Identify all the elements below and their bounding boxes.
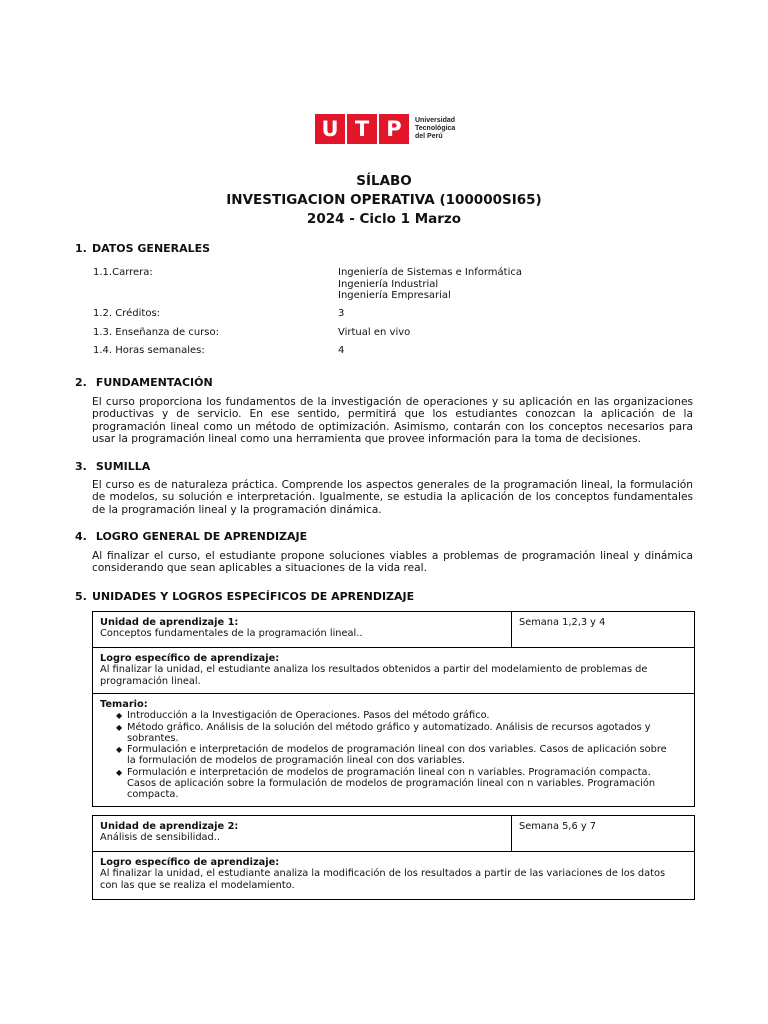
unit-2-logro-cell: Logro específico de aprendizaje: Al finalizar la unidad, el estudiante analiza la modificación de los resultados a partir de las variaciones de los datos con las que se realiza el modelamiento. (93, 852, 694, 899)
unit-1-logro-heading: Logro específico de aprendizaje: (100, 653, 280, 664)
carrera-values: Ingeniería de Sistemas e Informática Ingeniería Industrial Ingeniería Empresarial (338, 267, 522, 301)
title-silabo: SÍLABO (356, 173, 412, 189)
unit-1-temario-cell (93, 694, 694, 806)
title-course: INVESTIGACION OPERATIVA (100000SI65) (226, 192, 542, 208)
unit-2-heading: Unidad de aprendizaje 2: (100, 821, 239, 832)
unit-1-temario-list (100, 710, 687, 800)
section-heading-unidades: 5. UNIDADES Y LOGROS ESPECÍFICOS DE APRENDIZAJE (75, 590, 415, 603)
list-item: ◆ Formulación e interpretación de modelos de programación lineal con dos variables. Casos de aplicación sobre la formulación de modelos de programación lineal con dos variables. (116, 744, 667, 767)
bullet-icon: ◆ (116, 711, 123, 721)
logo-letter-p: P (379, 114, 409, 144)
unit-1-header-row (93, 612, 694, 648)
unit-1-weeks: Semana 1,2,3 y 4 (519, 617, 606, 628)
section-heading-fundamentacion: 2. FUNDAMENTACIÓN (75, 376, 213, 389)
unit-1-logro-cell: Logro específico de aprendizaje: Al finalizar la unidad, el estudiante analiza los resultados obtenidos a partir del modelamiento de problemas de programación lineal. (93, 648, 694, 694)
ensenanza-value: Virtual en vivo (338, 327, 411, 338)
unit-2-name: Análisis de sensibilidad.. (100, 832, 220, 844)
unit-2-title-cell (93, 816, 512, 851)
unit-1-name: Conceptos fundamentales de la programación lineal.. (100, 628, 363, 640)
unit-2-logro-heading: Logro específico de aprendizaje: (100, 857, 280, 868)
unit-2-table (92, 815, 695, 900)
bullet-icon: ◆ (116, 722, 123, 732)
horas-value: 4 (338, 345, 345, 356)
logo-letter-u: U (315, 114, 345, 144)
carrera-label: 1.1.Carrera: (93, 267, 153, 278)
bullet-icon: ◆ (116, 767, 123, 777)
title-cycle: 2024 - Ciclo 1 Marzo (306, 211, 462, 227)
sumilla-text: El curso es de naturaleza práctica. Comprende los aspectos generales de la programación lineal, la formulación de modelos, su solución e interpretación. Igualmente, se estudia la aplicación de los conceptos fundamentales de la programación lineal y la programación dinámica. (92, 479, 693, 516)
document-title (0, 172, 768, 229)
list-item: ◆ Introducción a la Investigación de Operaciones. Pasos del método gráfico. (116, 710, 490, 722)
list-item: ◆ Método gráfico. Análisis de la solución del método gráfico y automatizado. Análisis de recursos agotados y sobrantes. (116, 721, 651, 744)
unit-2-header-row (93, 816, 694, 852)
unit-2-weeks: Semana 5,6 y 7 (519, 821, 596, 832)
logro-general-text: Al finalizar el curso, el estudiante propone soluciones viables a problemas de programación lineal y dinámica considerando que sean aplicables a situaciones de la vida real. (92, 550, 693, 575)
fundamentacion-text: El curso proporciona los fundamentos de la investigación de operaciones y su aplicación en las organizaciones productivas y de servicio. En ese sentido, permitirá que los estudiantes conozcan la aplicación de la programación lineal como un método de optimización. Asimismo, contarán con los conceptos necesarios para usar la programación lineal como una herramienta que provee información para la toma de decisiones. (92, 396, 693, 445)
creditos-value: 3 (338, 308, 345, 319)
section-heading-logro-general: 4. LOGRO GENERAL DE APRENDIZAJE (75, 530, 308, 543)
unit-1-title-cell (93, 612, 512, 647)
section-heading-sumilla: 3. SUMILLA (75, 460, 151, 473)
unit-1-table (92, 611, 695, 807)
logo-wordmark: Universidad Tecnológica del Perú (415, 117, 456, 140)
utp-logo (315, 114, 455, 144)
ensenanza-label: 1.3. Enseñanza de curso: (93, 327, 219, 338)
unit-1-heading: Unidad de aprendizaje 1: (100, 617, 239, 628)
bullet-icon: ◆ (116, 745, 123, 755)
creditos-label: 1.2. Créditos: (93, 308, 161, 319)
unit-1-temario-heading: Temario: (100, 699, 148, 710)
list-item: ◆ Formulación e interpretación de modelos de programación lineal con n variables. Programación compacta. Casos de aplicación sobre la formulación de modelos de programación lineal con n variables. Programación compacta. (116, 766, 656, 801)
section-heading-datos-generales: 1. DATOS GENERALES (75, 242, 211, 255)
horas-label: 1.4. Horas semanales: (93, 345, 205, 356)
logo-letter-t: T (347, 114, 377, 144)
